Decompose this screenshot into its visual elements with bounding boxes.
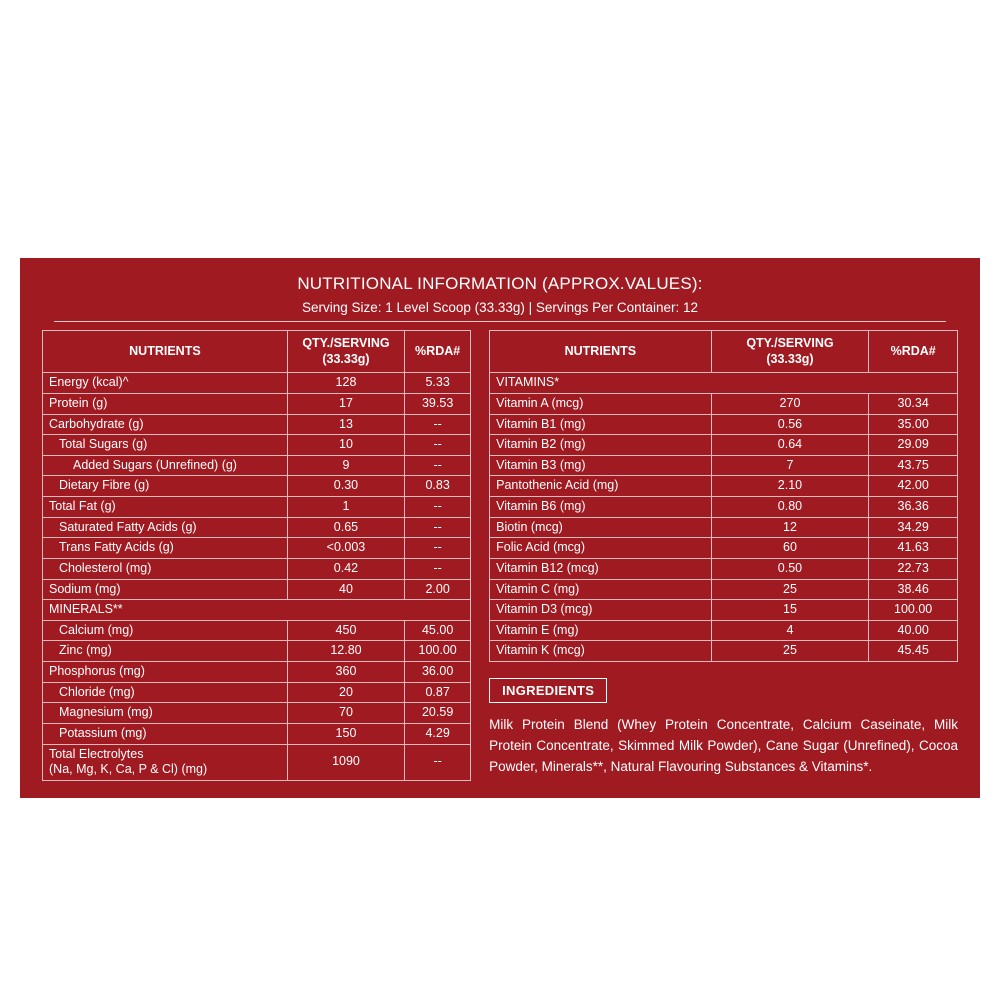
table-row: [43, 641, 471, 662]
nutrient-qty: 12.80: [287, 641, 404, 662]
nutrient-qty: 17: [287, 393, 404, 414]
nutrient-name: Total Fat (g): [43, 497, 288, 518]
nutrient-rda: 41.63: [869, 538, 958, 559]
nutrient-qty: 9: [287, 455, 404, 476]
nutrient-name: Zinc (mg): [43, 641, 288, 662]
nutrient-name: Protein (g): [43, 393, 288, 414]
nutrient-qty: 0.30: [287, 476, 404, 497]
nutrient-name: Vitamin K (mcg): [490, 641, 712, 662]
column-header-qty-sub: (33.33g): [322, 351, 370, 366]
table-row: [43, 476, 471, 497]
nutrient-name: Phosphorus (mg): [43, 662, 288, 683]
nutrient-rda: 2.00: [405, 579, 471, 600]
table-head: [490, 331, 958, 373]
nutrient-name: Energy (kcal)^: [43, 373, 288, 394]
nutrient-name: Vitamin B12 (mcg): [490, 558, 712, 579]
nutrient-rda: 38.46: [869, 579, 958, 600]
nutrient-qty: 0.65: [287, 517, 404, 538]
nutrient-name: Vitamin D3 (mcg): [490, 600, 712, 621]
nutrient-qty: 12: [711, 517, 869, 538]
nutrient-rda: 0.83: [405, 476, 471, 497]
nutrient-rda: 36.00: [405, 662, 471, 683]
page-title: NUTRITIONAL INFORMATION (APPROX.VALUES):: [297, 274, 703, 293]
table-head: [43, 331, 471, 373]
nutrient-name: Sodium (mg): [43, 579, 288, 600]
nutrient-name: Dietary Fibre (g): [43, 476, 288, 497]
nutrient-rda: 22.73: [869, 558, 958, 579]
nutrient-rda: --: [405, 455, 471, 476]
nutrient-name: Saturated Fatty Acids (g): [43, 517, 288, 538]
table-row: [490, 455, 958, 476]
nutrient-name: Added Sugars (Unrefined) (g): [43, 455, 288, 476]
table-row: [490, 579, 958, 600]
nutrient-qty: 13: [287, 414, 404, 435]
table-row: [490, 393, 958, 414]
column-header-qty-main: QTY./SERVING: [746, 336, 834, 350]
tables-container: [42, 330, 958, 781]
nutrient-qty: 60: [711, 538, 869, 559]
nutrient-rda: 0.87: [405, 682, 471, 703]
nutrient-rda: 40.00: [869, 620, 958, 641]
nutrient-rda: --: [405, 435, 471, 456]
table-row: [43, 414, 471, 435]
ingredients-body: Milk Protein Blend (Whey Protein Concentrate, Calcium Caseinate, Milk Protein Concentrate, Skimmed Milk Powder), Cane Sugar (Unrefined), Cocoa Powder, Minerals**, Natural Flavouring Substances & Vitamins*.: [489, 717, 958, 774]
table-row: [43, 455, 471, 476]
nutrient-qty: 0.42: [287, 558, 404, 579]
ingredients-section: [489, 678, 958, 778]
nutrient-qty: 20: [287, 682, 404, 703]
nutrient-name: Trans Fatty Acids (g): [43, 538, 288, 559]
nutrient-name: Vitamin B2 (mg): [490, 435, 712, 456]
nutrient-rda: 45.45: [869, 641, 958, 662]
nutrient-name: Total Sugars (g): [43, 435, 288, 456]
nutrient-rda: --: [405, 558, 471, 579]
table-row: [490, 517, 958, 538]
nutrient-rda: 43.75: [869, 455, 958, 476]
column-header-qty-main: QTY./SERVING: [302, 336, 390, 350]
nutrient-name: Vitamin B3 (mg): [490, 455, 712, 476]
nutrient-rda: 5.33: [405, 373, 471, 394]
nutrient-rda: --: [405, 497, 471, 518]
table-row: [43, 393, 471, 414]
table-row: [43, 703, 471, 724]
table-header-row: [490, 331, 958, 373]
nutrient-qty: 1090: [287, 744, 404, 780]
table-row: [43, 435, 471, 456]
nutrient-qty: 25: [711, 641, 869, 662]
table-row: [43, 517, 471, 538]
right-column: [489, 330, 958, 781]
nutrient-rda: 100.00: [405, 641, 471, 662]
nutrient-qty: 1: [287, 497, 404, 518]
nutrient-name: Magnesium (mg): [43, 703, 288, 724]
nutrient-rda: --: [405, 744, 471, 780]
nutrient-rda: 20.59: [405, 703, 471, 724]
nutrient-name: Vitamin B6 (mg): [490, 497, 712, 518]
table-row: [43, 662, 471, 683]
nutrient-rda: --: [405, 538, 471, 559]
nutrient-rda: --: [405, 517, 471, 538]
nutrient-name: Biotin (mcg): [490, 517, 712, 538]
nutrient-qty: 270: [711, 393, 869, 414]
table-row: [43, 579, 471, 600]
nutrient-qty: 7: [711, 455, 869, 476]
table-section-header: VITAMINS*: [490, 373, 958, 394]
nutrient-name: Vitamin B1 (mg): [490, 414, 712, 435]
nutrient-name: Potassium (mg): [43, 723, 288, 744]
nutrient-name: Vitamin C (mg): [490, 579, 712, 600]
column-header-nutrients: NUTRIENTS: [43, 331, 288, 373]
nutrient-rda: 39.53: [405, 393, 471, 414]
left-column: [42, 330, 471, 781]
nutrient-rda: 45.00: [405, 620, 471, 641]
table-row: [43, 497, 471, 518]
table-row: [490, 373, 958, 394]
nutrient-name-line2: (Na, Mg, K, Ca, P & Cl) (mg): [49, 762, 208, 777]
table-row: [490, 497, 958, 518]
nutrient-rda: 30.34: [869, 393, 958, 414]
nutrient-rda: 100.00: [869, 600, 958, 621]
table-body-right: [490, 373, 958, 662]
nutrient-name-line1: Total Electrolytes: [49, 746, 144, 761]
table-row: [490, 620, 958, 641]
nutrients-table-right: [489, 330, 958, 662]
nutrient-rda: 29.09: [869, 435, 958, 456]
table-row: [490, 600, 958, 621]
nutrient-qty: 15: [711, 600, 869, 621]
nutrient-qty: 10: [287, 435, 404, 456]
nutrient-name: Folic Acid (mcg): [490, 538, 712, 559]
column-header-qty-sub: (33.33g): [766, 351, 814, 366]
nutrient-qty: 150: [287, 723, 404, 744]
nutrient-name: Vitamin E (mg): [490, 620, 712, 641]
nutrient-rda: --: [405, 414, 471, 435]
nutrient-rda: 36.36: [869, 497, 958, 518]
table-header-row: [43, 331, 471, 373]
nutrient-qty: 360: [287, 662, 404, 683]
nutrient-name: Cholesterol (mg): [43, 558, 288, 579]
table-row: [490, 641, 958, 662]
table-row: [43, 620, 471, 641]
nutrient-name: Carbohydrate (g): [43, 414, 288, 435]
nutrient-qty: <0.003: [287, 538, 404, 559]
table-row: [490, 558, 958, 579]
nutrient-qty: 0.50: [711, 558, 869, 579]
table-row: [43, 744, 471, 780]
nutrient-qty: 128: [287, 373, 404, 394]
ingredients-title: INGREDIENTS: [489, 678, 607, 703]
table-row: [43, 538, 471, 559]
nutrients-table-left: [42, 330, 471, 781]
table-row: [490, 476, 958, 497]
column-header-qty: [287, 331, 404, 373]
nutrient-rda: 34.29: [869, 517, 958, 538]
nutrient-qty: 25: [711, 579, 869, 600]
table-row: [43, 600, 471, 621]
table-section-header: MINERALS**: [43, 600, 471, 621]
nutrient-qty: 0.64: [711, 435, 869, 456]
nutrient-name: Calcium (mg): [43, 620, 288, 641]
nutrient-name: Chloride (mg): [43, 682, 288, 703]
nutrient-qty: 40: [287, 579, 404, 600]
table-row: [490, 414, 958, 435]
nutrient-name: [43, 744, 288, 780]
nutrient-rda: 35.00: [869, 414, 958, 435]
table-body-left: [43, 373, 471, 781]
table-row: [43, 682, 471, 703]
table-row: [43, 558, 471, 579]
nutrient-qty: 2.10: [711, 476, 869, 497]
nutrient-qty: 4: [711, 620, 869, 641]
nutrient-rda: 4.29: [405, 723, 471, 744]
column-header-nutrients: NUTRIENTS: [490, 331, 712, 373]
nutrient-name: Vitamin A (mcg): [490, 393, 712, 414]
nutrient-qty: 0.56: [711, 414, 869, 435]
nutrition-panel: [20, 258, 980, 798]
serving-size-line: Serving Size: 1 Level Scoop (33.33g) | Servings Per Container: 12: [54, 300, 946, 322]
column-header-rda: %RDA#: [869, 331, 958, 373]
column-header-qty: [711, 331, 869, 373]
nutrient-qty: 450: [287, 620, 404, 641]
table-row: [43, 723, 471, 744]
table-row: [43, 373, 471, 394]
nutrient-name: Pantothenic Acid (mg): [490, 476, 712, 497]
table-row: [490, 538, 958, 559]
nutrient-qty: 0.80: [711, 497, 869, 518]
column-header-rda: %RDA#: [405, 331, 471, 373]
nutrient-qty: 70: [287, 703, 404, 724]
table-row: [490, 435, 958, 456]
nutrient-rda: 42.00: [869, 476, 958, 497]
